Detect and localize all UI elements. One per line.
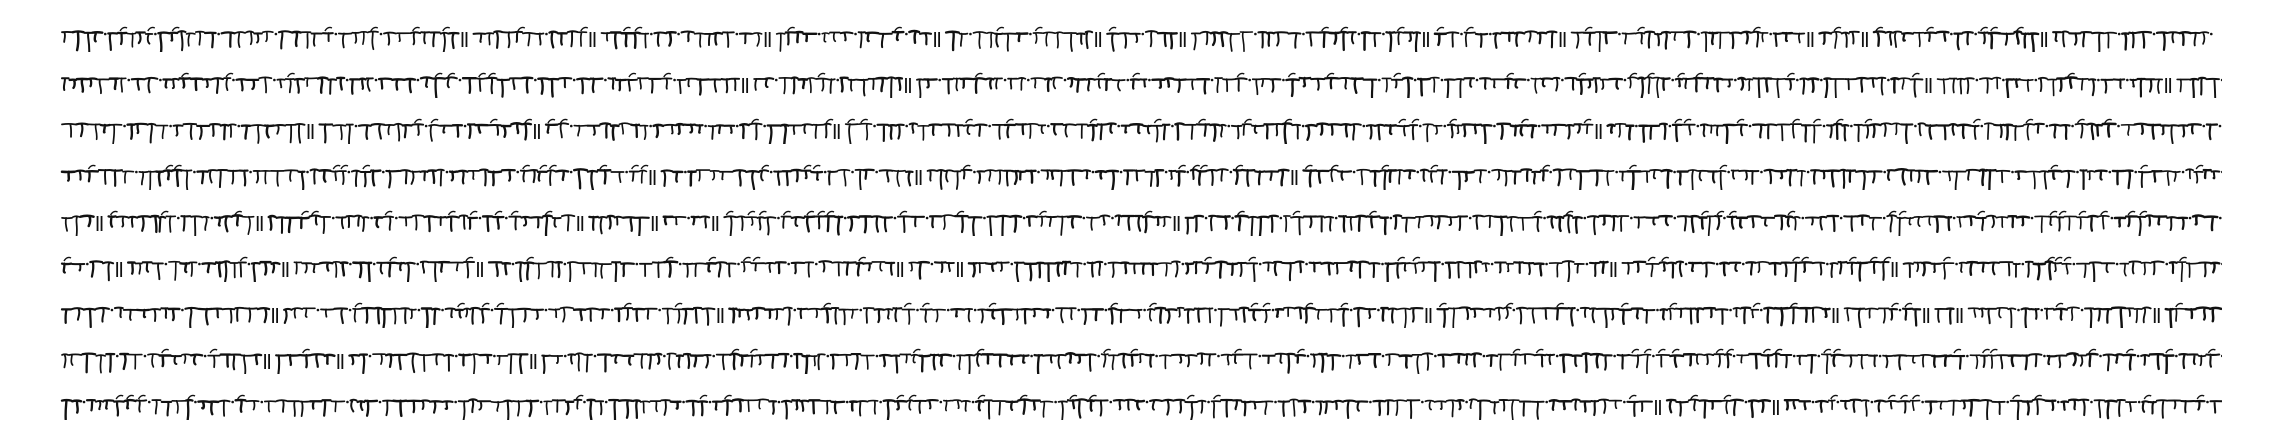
manuscript-line-8	[60, 348, 2222, 374]
handwritten-tibetan-line	[60, 210, 2222, 236]
manuscript-line-9	[60, 394, 2222, 420]
manuscript-line-3	[60, 118, 2222, 144]
handwritten-tibetan-line	[60, 256, 2222, 282]
handwritten-tibetan-line	[60, 302, 2222, 328]
handwritten-tibetan-line	[60, 118, 2222, 144]
handwritten-tibetan-line	[60, 348, 2222, 374]
manuscript-line-1	[60, 26, 2222, 52]
manuscript-line-7	[60, 302, 2222, 328]
handwritten-tibetan-line	[60, 394, 2222, 420]
manuscript-line-6	[60, 256, 2222, 282]
manuscript-line-2	[60, 72, 2222, 98]
handwritten-tibetan-line	[60, 164, 2222, 190]
handwritten-tibetan-line	[60, 72, 2222, 98]
manuscript-line-4	[60, 164, 2222, 190]
manuscript-line-5	[60, 210, 2222, 236]
manuscript-text-block	[60, 26, 2222, 440]
handwritten-tibetan-line	[60, 26, 2222, 52]
